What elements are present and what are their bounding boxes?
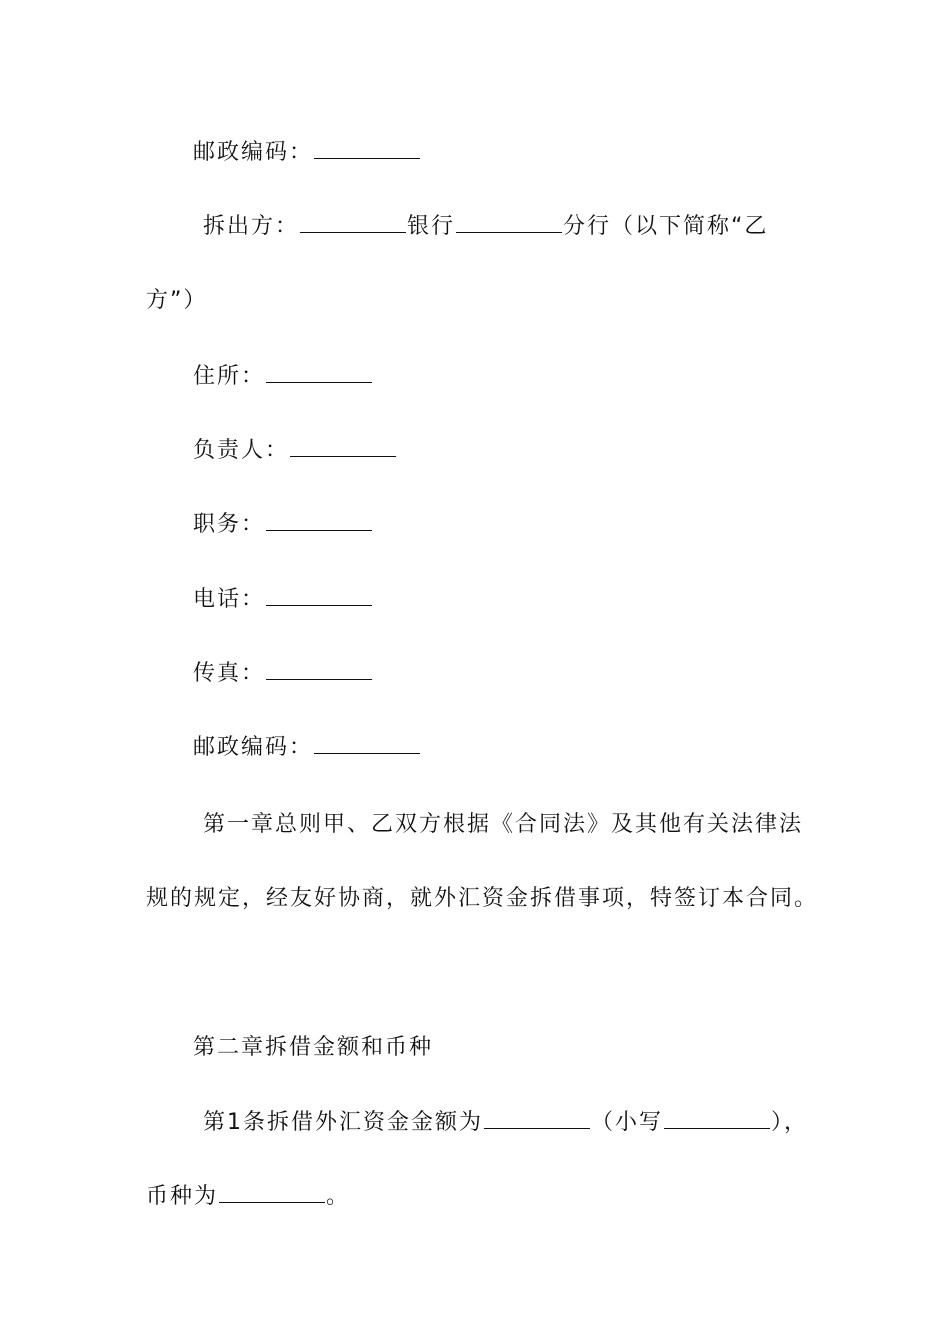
chapter1-line2: [146, 884, 818, 914]
article1-text-b: （小写: [591, 1110, 664, 1135]
position-label: 职务：: [193, 512, 266, 537]
article1-text-a: 第1条拆借外汇资金金额为: [203, 1110, 483, 1135]
currency-blank: [219, 1201, 325, 1203]
fax-blank: [266, 678, 372, 680]
postcode-label: 邮政编码：: [193, 140, 314, 165]
amount-lower-blank: [664, 1127, 770, 1129]
amount-blank: [484, 1127, 590, 1129]
article1-text-c: ），: [771, 1110, 809, 1135]
lender-line: [203, 212, 768, 242]
fax-line: [193, 659, 373, 689]
lender-branch-blank: [456, 231, 562, 233]
article1-line2: [146, 1182, 350, 1212]
article1-text-e: 。: [326, 1184, 351, 1209]
chapter2-title: [193, 1033, 433, 1063]
postcode-blank: [314, 752, 420, 754]
lender-bank-blank: [300, 231, 406, 233]
phone-line: [193, 585, 373, 615]
postcode-label: 邮政编码：: [193, 735, 314, 760]
address-label: 住所：: [193, 364, 266, 389]
position-blank: [266, 529, 372, 531]
chapter1-text-1: 第一章总则甲、乙双方根据《合同法》及其他有关法律法: [203, 812, 804, 837]
address-line: [193, 362, 373, 392]
phone-label: 电话：: [193, 587, 266, 612]
phone-blank: [266, 604, 372, 606]
address-blank: [266, 381, 372, 383]
lender-branch-label: 分行（以下简称“乙: [563, 214, 769, 239]
lender-label: 拆出方：: [203, 214, 300, 239]
lender-cont-text: 方”）: [146, 288, 208, 313]
chapter2-title-text: 第二章拆借金额和币种: [193, 1035, 434, 1060]
postcode-line-b: [193, 733, 421, 763]
article1-text-d: 币种为: [146, 1184, 219, 1209]
principal-blank: [290, 455, 396, 457]
postcode-line-a: [193, 138, 421, 168]
postcode-blank: [314, 157, 420, 159]
position-line: [193, 510, 373, 540]
lender-bank-label: 银行: [407, 214, 456, 239]
article1-line1: [203, 1108, 808, 1138]
lender-cont-line: [146, 286, 207, 316]
chapter1-text-2: 规的规定，经友好协商，就外汇资金拆借事项，特签订本合同。: [146, 886, 819, 911]
principal-label: 负责人：: [193, 438, 290, 463]
chapter1-line1: [203, 810, 803, 840]
fax-label: 传真：: [193, 661, 266, 686]
principal-line: [193, 436, 397, 466]
